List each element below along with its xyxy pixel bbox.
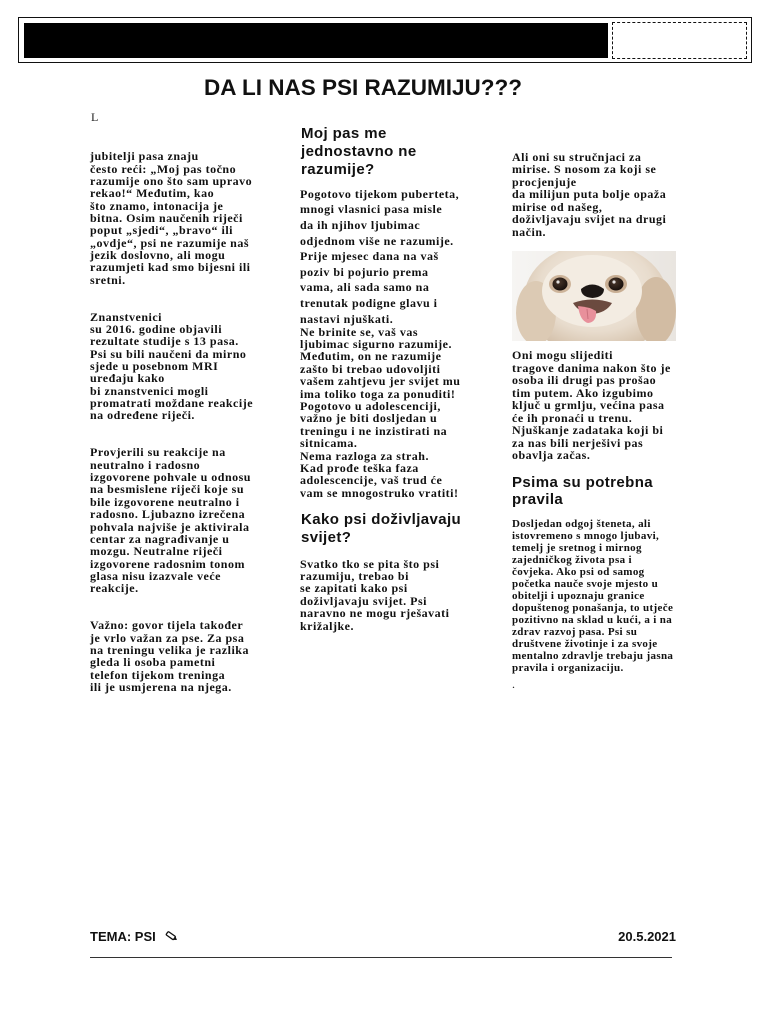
column-2-paragraph-reassurance: Ne brinite se, vaš vas ljubimac sigurno razumije. Međutim, on ne razumije zašto bi trebao udovoljiti vašem zahtjevu jer svijet mu ima toliko toga za ponuditi! Pogotovo u adolescenciji, važno je biti dosljedan u treningu i ne inzistirati na sitnicama. Nema razloga za strah. Kad prođe teška faza adolescencije, vaš trud će vam se mnogostruko vratiti! [300, 324, 461, 500]
column-2-paragraph-perception: Svatko tko se pita što psi razumiju, trebao bi se zapitati kako psi doživljavaju svijet. Psi naravno ne mogu rješavati križaljke. [300, 556, 450, 633]
column-1 [90, 126, 253, 719]
footer-topic: TEMA: PSI [90, 929, 156, 944]
column-3-paragraph-rules: Dosljedan odgoj šteneta, ali istovremeno s mnogo ljubavi, temelj je sretnog i mirnog zajedničkog života psa i čovjeka. Ako psi od samog početka nauče svoje mjesto u obitelji i upoznaju granice dopuštenog ponašanja, to utječe pozitivno na sklad u kući, a i na zdrav razvoj pasa. Psi su društvene životinje i za svoje mentalno zdravlje trebaju jasna pravila i organizaciju. [512, 517, 674, 674]
column-1-paragraph-body-language: Važno: govor tijela također je vrlo važan za pse. Za psa na treningu velika je razlika gleda li osoba pametni telefon tijekom treninga ili je usmjerena na njega. [90, 618, 249, 694]
column-1-paragraph-intro: jubitelji pasa znaju često reći: „Moj pas točno razumije ono što sam upravo rekao!“ Međutim, kao što znamo, intonacija je bitna. Osim naučenih riječi poput „sjedi“, „bravo“ ili „ovdje“, psi ne razumije naš jezik doslovno, ali mogu razumjeti kad smo bijesni ili sretni. [90, 149, 253, 287]
column-2-paragraph-puberty: Pogotovo tijekom puberteta, mnogi vlasnici pasa misle da ih njihov ljubimac odjednom više ne razumije. Prije mjesec dana na vaš poziv bi pojurio prema vama, ali sada samo na trenutak podigne glavu i nastavi njuškati. [300, 186, 460, 326]
page-title: DA LI NAS PSI RAZUMIJU??? [204, 75, 522, 100]
section-heading-perception: Kako psi doživljavaju svijet? [301, 510, 462, 546]
dog-photo [512, 251, 676, 341]
section-heading-rules: Psima su potrebna pravila [512, 473, 654, 508]
column-3-paragraph-smell: Ali oni su stručnjaci za mirise. S nosom za koji se procjenjuje da milijun puta bolje opaža mirise od našeg, doživljavaju svijet na drugi način. [512, 149, 667, 239]
pencil-icon [165, 930, 179, 943]
column-1-paragraph-results: Provjerili su reakcije na neutralno i radosno izgovorene pohvale u odnosu na besmislene riječi koje su bile izgovorene neutralno i radosno. Ljubazno izrečena pohvala najviše je aktivirala centar za nagrađivanje u mozgu. Neutralne riječi izgovorene radosnim tonom glasa nisu izazvale veće reakcije. [90, 445, 251, 596]
column-3-paragraph-tracking: Oni mogu slijediti tragove danima nakon što je osoba ili drugi pas prošao tim putem. Ako izgubimo ključ u grmlju, većina pasa će ih pronaći u trenu. Njuškanje zadataka koji bi za nas bili nerješivi pas obavlja začas. [512, 348, 671, 463]
column-1-paragraph-study: Znanstvenici su 2016. godine objavili rezultate studije s 13 pasa. Psi su bili naučeni da mirno sjede u posebnom MRI uređaju kako bi znanstvenici mogli promatrati moždane reakcije na određene riječi. [90, 309, 254, 423]
header-dashed-box [612, 22, 747, 59]
trailing-mark: . [512, 677, 515, 691]
footer-rule [90, 957, 672, 958]
drop-cap: L [91, 110, 99, 124]
section-heading-understanding: Moj pas me jednostavno ne razumije? [301, 124, 417, 178]
header-bar [24, 23, 608, 58]
footer-date: 20.5.2021 [618, 929, 676, 944]
dog-right-eye [609, 278, 624, 291]
dog-left-eye [553, 278, 568, 291]
